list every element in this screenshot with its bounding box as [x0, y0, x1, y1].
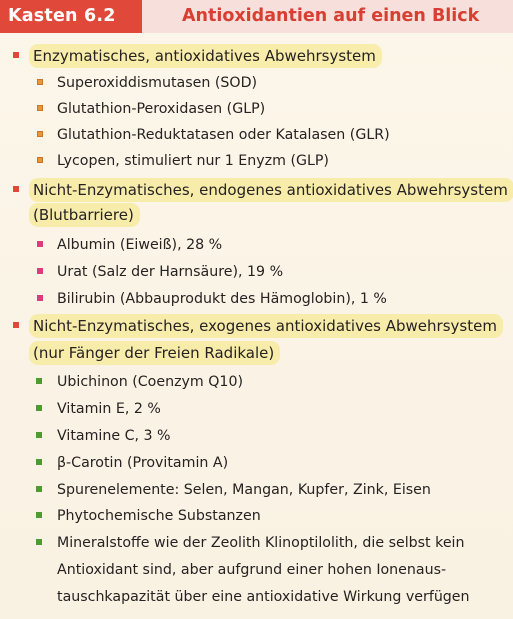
section-3-item-7-line-2: Antioxidant sind, aber aufgrund einer hohen Ionenaus-	[57, 562, 447, 578]
section-3-heading-line-2: (nur Fänger der Freien Radikale)	[29, 341, 280, 365]
section-3-item-6-bullet	[36, 512, 42, 518]
section-3-heading-line-2-row	[33, 343, 280, 363]
section-2-item-1-bullet	[37, 241, 43, 247]
section-3-item-3-bullet	[36, 432, 42, 438]
section-2-heading-line-2-row	[33, 205, 140, 225]
section-3-heading-line-1: Nicht-Enzymatisches, exogenes antioxidatives Abwehrsystem	[29, 314, 503, 338]
box-title: Antioxidantien auf einen Blick	[182, 6, 480, 26]
section-1-item-3: Glutathion-Reduktatasen oder Katalasen (GLR)	[57, 127, 390, 143]
section-3-item-3: Vitamine C, 3 %	[57, 428, 171, 444]
box-header	[0, 0, 513, 34]
section-3-item-5: Spurenelemente: Selen, Mangan, Kupfer, Zink, Eisen	[57, 482, 431, 498]
section-2-heading-line-2: (Blutbarriere)	[29, 203, 140, 227]
section-2-heading-line-1: Nicht-Enzymatisches, endogenes antioxidatives Abwehrsystem	[29, 178, 513, 202]
section-3-item-7-line-3: tauschkapazität über eine antioxidative Wirkung verfügen	[57, 589, 470, 605]
section-3-item-1: Ubichinon (Coenzym Q10)	[57, 374, 244, 390]
section-3-item-4: β-Carotin (Provitamin A)	[57, 455, 229, 471]
section-1-item-2-bullet	[37, 105, 43, 111]
section-3-item-7-bullet	[36, 539, 42, 545]
section-1-item-4-bullet	[37, 157, 43, 163]
section-2-item-2: Urat (Salz der Harnsäure), 19 %	[57, 264, 284, 280]
section-1-item-4: Lycopen, stimuliert nur 1 Enyzm (GLP)	[57, 153, 329, 169]
section-3-item-2-bullet	[36, 405, 42, 411]
section-1-bullet	[13, 52, 19, 58]
section-3-item-6: Phytochemische Substanzen	[57, 508, 261, 524]
section-3-item-4-bullet	[36, 459, 42, 465]
section-2-bullet	[13, 186, 19, 192]
section-3-item-7-line-1: Mineralstoffe wie der Zeolith Klinoptilolith, die selbst kein	[57, 535, 465, 551]
section-2-item-3-bullet	[37, 295, 43, 301]
section-1-heading-line-1: Enzymatisches, antioxidatives Abwehrsystem	[29, 44, 382, 68]
section-3-item-1-bullet	[36, 378, 42, 384]
section-1-item-3-bullet	[37, 131, 43, 137]
section-3-item-2: Vitamin E, 2 %	[57, 401, 161, 417]
box-label: Kasten 6.2	[0, 0, 142, 33]
section-2-heading-line-1-row	[33, 180, 513, 200]
section-1-heading	[33, 46, 382, 66]
section-2-item-1: Albumin (Eiweiß), 28 %	[57, 237, 223, 253]
section-1-item-1-bullet	[37, 79, 43, 85]
section-2-item-3: Bilirubin (Abbauprodukt des Hämoglobin), 1 %	[57, 291, 387, 307]
section-3-bullet	[13, 322, 19, 328]
section-1-item-1: Superoxiddismutasen (SOD)	[57, 75, 258, 91]
section-3-heading-line-1-row	[33, 316, 503, 336]
section-3-item-5-bullet	[36, 486, 42, 492]
section-1-item-2: Glutathion-Peroxidasen (GLP)	[57, 101, 266, 117]
section-2-item-2-bullet	[37, 268, 43, 274]
